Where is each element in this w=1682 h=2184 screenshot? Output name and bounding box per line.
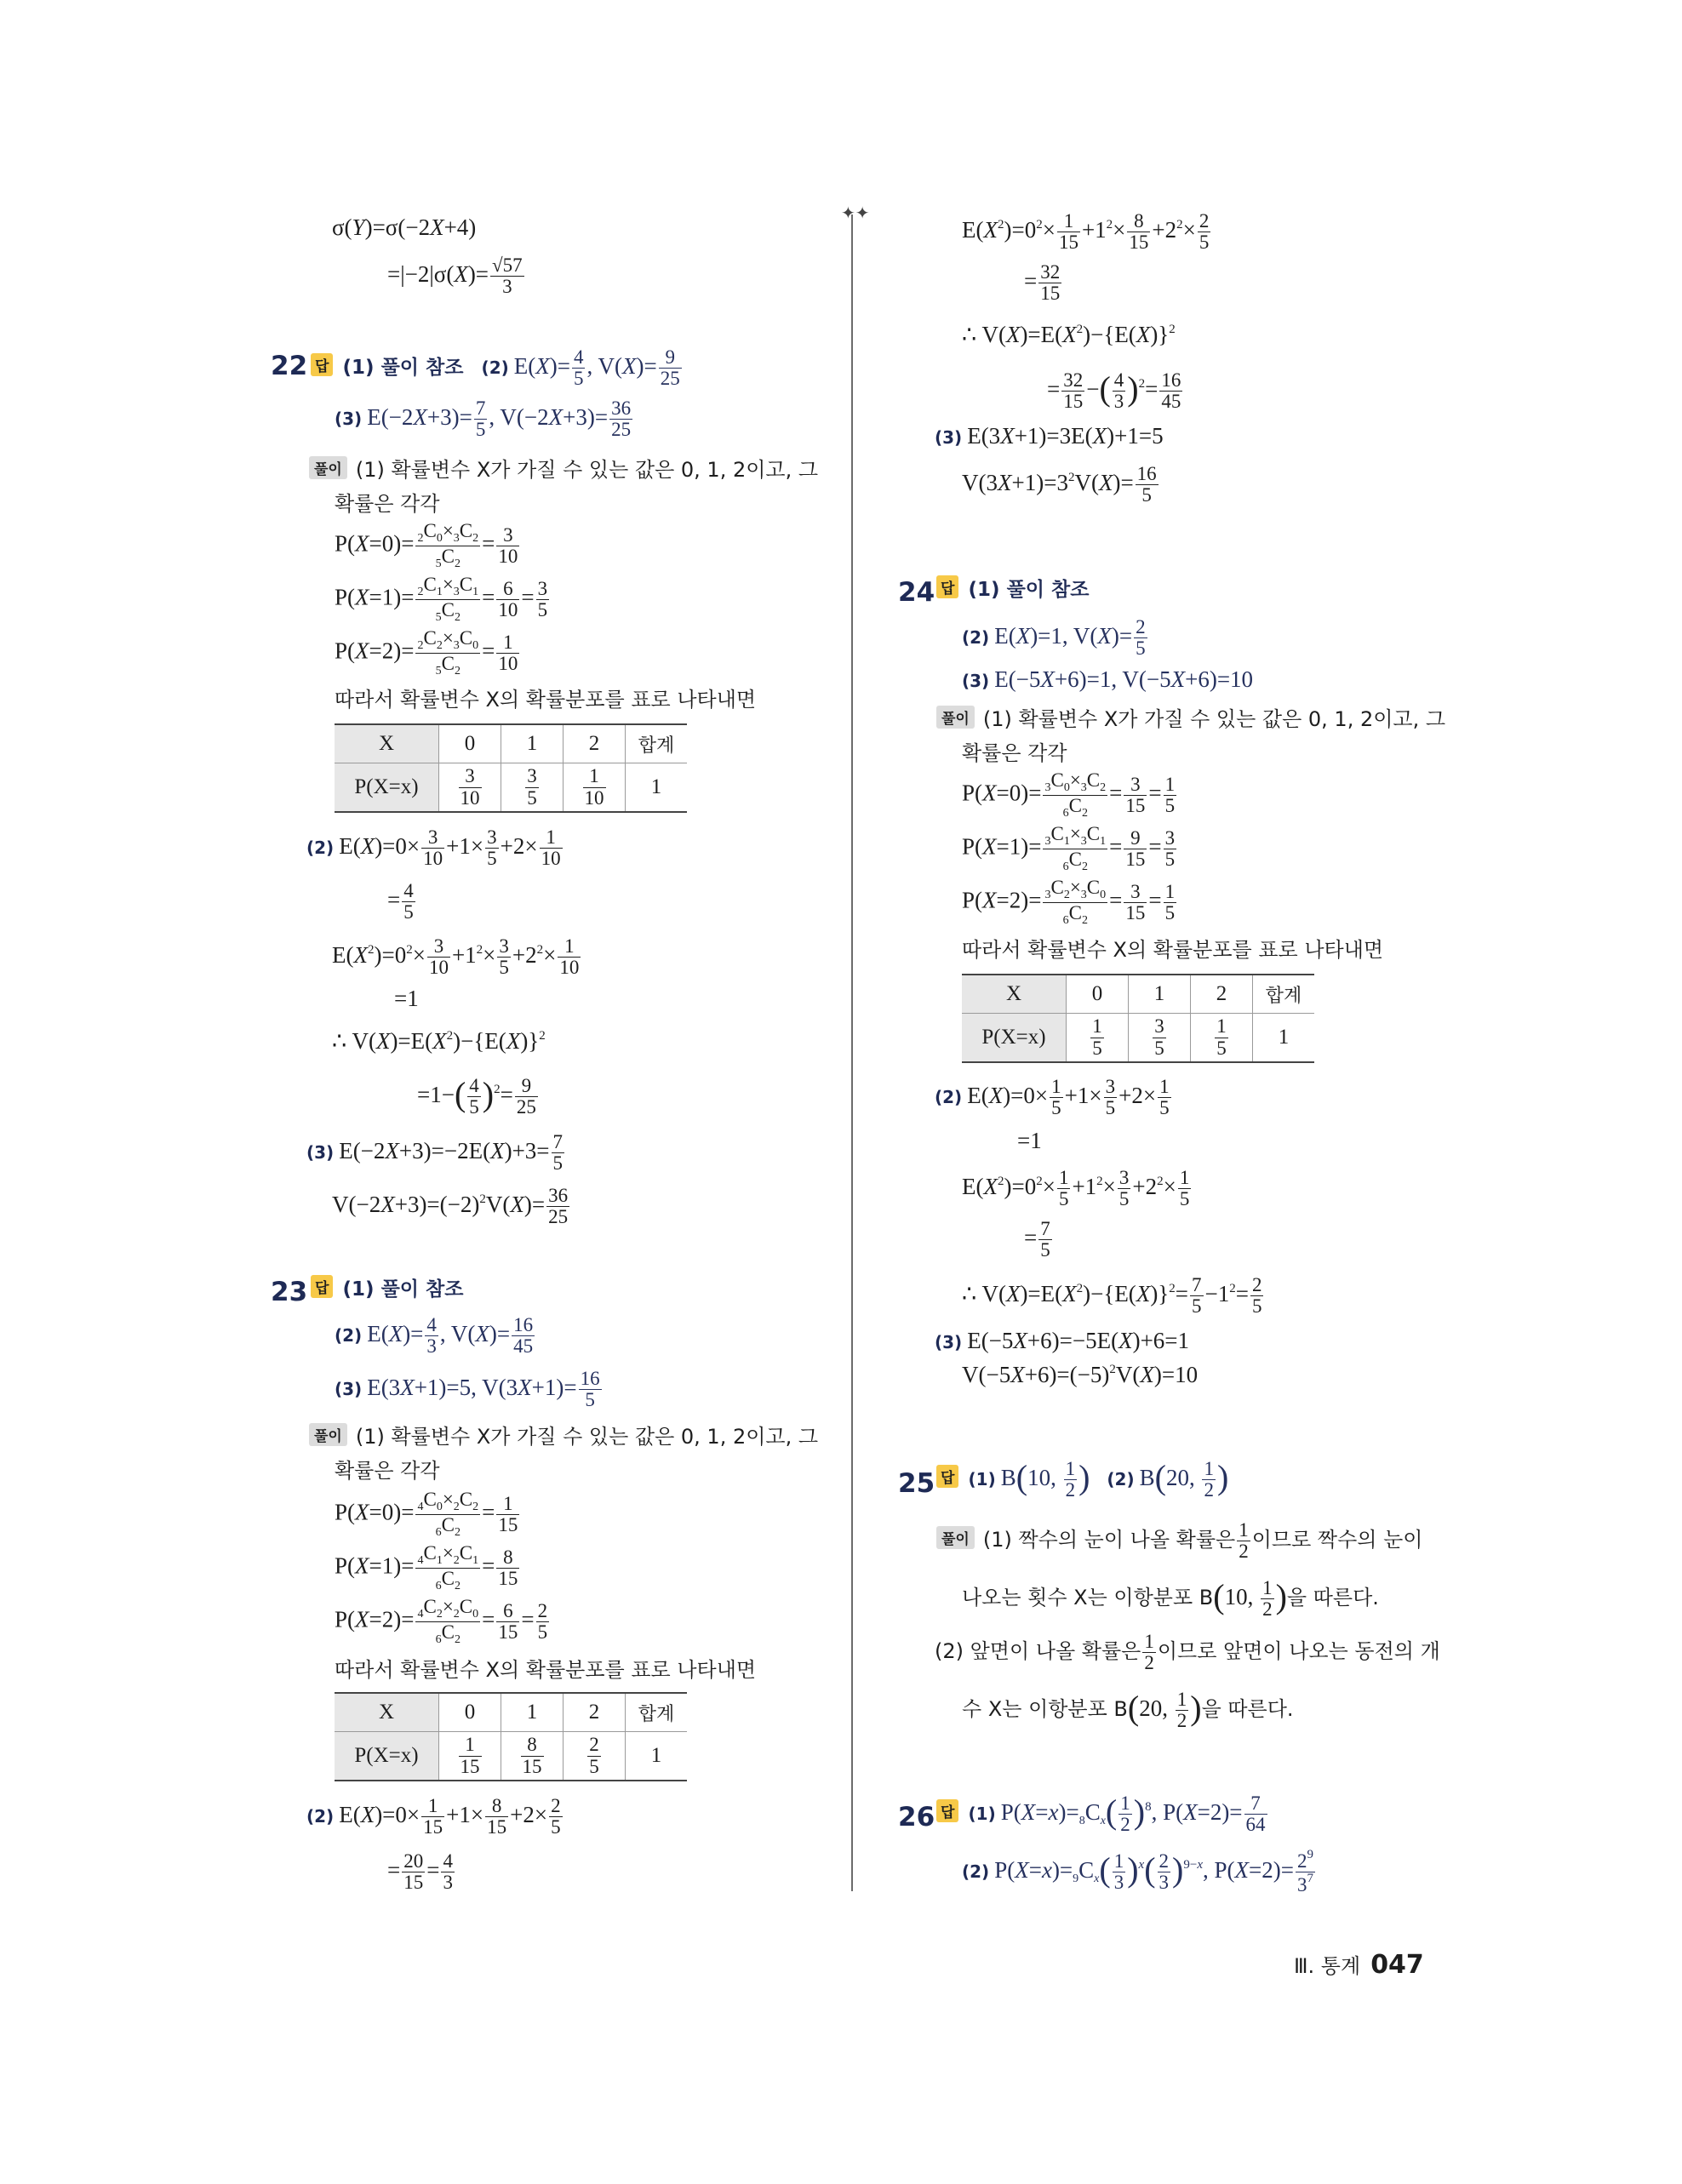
answer-part3: (3) E(−5X+6)=1, V(−5X+6)=10 xyxy=(962,666,1254,692)
e-x2-result: = $\frac{7}{5}$ xyxy=(1024,1218,1050,1261)
expectation-result: =1 xyxy=(1017,1128,1042,1153)
answer-part3: (3) E(−2X+3)= $\frac{7}{5}$ , V(−2X+3)= $\frac{36}{25}$ xyxy=(335,397,632,441)
variance-result: =1−( $\frac{4}{5}$ )$^2$= $\frac{9}{25}$ xyxy=(417,1075,536,1118)
prob-x1: P(X=1)= $\frac{_2C_1\times_3C_1}{_5C_2}$ = $\frac{6}{10}$ = $\frac{3}{5}$ xyxy=(335,574,548,624)
divider-ornament-icon: ✦✦ xyxy=(841,203,870,223)
linear-variance: $V(-5X+6)=(-5)^2V(X)=10$ xyxy=(962,1362,1199,1387)
table-intro: 따라서 확률변수 X의 확률분포를 표로 나타내면 xyxy=(335,1658,757,1682)
chapter-label: Ⅲ. 통계 xyxy=(1294,1954,1361,1978)
linear-expectation: (3) E(−2X+3)=−2E(X)+3= $\frac{7}{5}$ xyxy=(306,1131,564,1175)
linear-variance: $V(3X+1)=3^2V(X)=$ $\frac{16}{5}$ xyxy=(962,463,1157,506)
e-x2-step: $E(X^2)=0^2\times$ $\frac{3}{10}$ $+1^2\times$ $\frac{3}{5}$ $+2^2\times$ $\frac{1}{10}$ xyxy=(332,935,580,979)
solution-intro: 풀이 (1) 확률변수 X가 가질 수 있는 값은 0, 1, 2이고, 그 xyxy=(936,702,1445,732)
page-number: 047 xyxy=(1370,1950,1424,1980)
sigma-y-line2: =|−2|σ(X)= $\frac{√57}{3}$ xyxy=(387,254,523,298)
probability-table: X 0 1 2 합계 P(X=x) $\frac{1}{5}$ $\frac{3}{5}$ $\frac{1}{5}$ 1 xyxy=(962,974,1314,1063)
problem-number: 24 xyxy=(898,577,935,608)
expectation-result: = $\frac{20}{15}$ = $\frac{4}{3}$ xyxy=(387,1850,453,1894)
e-x2-result: =1 xyxy=(394,986,419,1011)
answer-badge: 답 xyxy=(936,1465,958,1488)
expectation-step: (2) E(X)=0× $\frac{1}{5}$ +1× $\frac{3}{5}$ +2× $\frac{1}{5}$ xyxy=(935,1076,1170,1119)
expectation-result: = $\frac{4}{5}$ xyxy=(387,880,414,923)
expectation-step: (2) E(X)=0× $\frac{1}{15}$ +1× $\frac{8}{15}$ +2× $\frac{2}{5}$ xyxy=(306,1795,561,1838)
answer-line-1 xyxy=(311,1273,463,1301)
e-x2-result: = $\frac{32}{15}$ xyxy=(1024,261,1061,305)
answer-ref: (1) 풀이 참조 xyxy=(342,1278,464,1301)
linear-variance: $V(-2X+3)=(-2)^2V(X)=$ $\frac{36}{25}$ xyxy=(332,1185,569,1228)
answer-badge: 답 xyxy=(936,575,958,598)
prob-x1: P(X=1)= $\frac{_3C_1\times_3C_1}{_6C_2}$ = $\frac{9}{15}$ = $\frac{3}{5}$ xyxy=(962,823,1176,873)
prob-x1: P(X=1)= $\frac{_4C_1\times_2C_1}{_6C_2}$ = $\frac{8}{15}$ xyxy=(335,1542,518,1592)
solution-line-2: 나오는 횟수 X는 이항분포 B(10, $\frac{1}{2}$ )을 따른다. xyxy=(962,1577,1379,1621)
solution-intro2: 확률은 각각 xyxy=(335,492,440,516)
variance-line: ∴ $V(X)=E(X^2)-\{E(X)\}^2=$ $\frac{7}{5}$ $-1^2=$ $\frac{2}{5}$ xyxy=(962,1274,1262,1318)
answer-part2: (2) E(X)= $\frac{4}{5}$ , V(X)= $\frac{9}{25}$ xyxy=(481,346,680,390)
answer-ref: (1) 풀이 참조 xyxy=(342,356,464,379)
answer-line-1: 답 (1) $P(X=x)=8C_x$( $\frac{1}{2}$ )$^8$, P(X=2)= $\frac{7}{64}$ xyxy=(936,1792,1269,1835)
table-intro: 따라서 확률변수 X의 확률분포를 표로 나타내면 xyxy=(962,938,1384,962)
prob-x0: P(X=0)= $\frac{_4C_0\times_2C_2}{_6C_2}$ = $\frac{1}{15}$ xyxy=(335,1489,518,1539)
prob-x2: P(X=2)= $\frac{_4C_2\times_2C_0}{_6C_2}$ = $\frac{6}{15}$ = $\frac{2}{5}$ xyxy=(335,1596,548,1646)
solution-line-4: 수 X는 이항분포 B(20, $\frac{1}{2}$ )을 따른다. xyxy=(962,1689,1294,1732)
expectation-step: (2) E(X)=0× $\frac{3}{10}$ +1× $\frac{3}{5}$ +2× $\frac{1}{10}$ xyxy=(306,826,561,870)
answer-part3: (3) E(3X+1)=5, V(3X+1)= $\frac{16}{5}$ xyxy=(335,1368,600,1411)
e-x2-step: $E(X^2)=0^2\times$ $\frac{1}{5}$ $+1^2\times$ $\frac{3}{5}$ $+2^2\times$ $\frac{1}{5}$ xyxy=(962,1167,1190,1210)
variance-formula: ∴ $V(X)=E(X^2)-\{E(X)\}^2$ xyxy=(962,322,1176,347)
answer-badge: 답 xyxy=(311,1275,333,1298)
e-x2-step: $E(X^2)=0^2\times$ $\frac{1}{15}$ $+1^2\times$ $\frac{8}{15}$ $+2^2\times$ $\frac{2}{5}$ xyxy=(962,210,1210,254)
solution-intro: 풀이 (1) 확률변수 X가 가질 수 있는 값은 0, 1, 2이고, 그 xyxy=(309,453,818,483)
table-intro: 따라서 확률변수 X의 확률분포를 표로 나타내면 xyxy=(335,688,757,712)
prob-x2: P(X=2)= $\frac{_3C_2\times_3C_0}{_6C_2}$ = $\frac{3}{15}$ = $\frac{1}{5}$ xyxy=(962,877,1176,927)
solution-line-3: (2) 앞면이 나올 확률은 $\frac{1}{2}$ 이므로 앞면이 나오는 동전의 개 xyxy=(935,1631,1440,1674)
probability-table: X 0 1 2 합계 P(X=x) $\frac{3}{10}$ $\frac{3}{5}$ $\frac{1}{10}$ 1 xyxy=(335,723,687,813)
prob-x2: P(X=2)= $\frac{_2C_2\times_3C_0}{_5C_2}$ = $\frac{1}{10}$ xyxy=(335,627,518,677)
probability-table: X 0 1 2 합계 P(X=x) $\frac{1}{15}$ $\frac{8}{15}$ $\frac{2}{5}$ 1 xyxy=(335,1692,687,1781)
linear-expectation: (3) E(−5X+6)=−5E(X)+6=1 xyxy=(935,1328,1190,1353)
solution-intro2: 확률은 각각 xyxy=(335,1459,440,1483)
answer-part2: (2) $P(X=x)=9C_x$( $\frac{1}{3}$ )$^x$( $\frac{2}{3}$ )$^{9-x}$, P(X=2)= $\frac{2^9}{3^7}$ xyxy=(962,1848,1313,1896)
column-divider xyxy=(851,214,853,1891)
problem-number: 22 xyxy=(271,351,308,381)
sigma-y-line: σ(Y)=σ(−2X+4) xyxy=(332,214,477,240)
answer-badge: 답 xyxy=(936,1799,958,1822)
answer-part2: (2) E(X)=1, V(X)= $\frac{2}{5}$ xyxy=(962,616,1146,660)
answer-badge: 답 xyxy=(311,353,333,376)
page-footer xyxy=(1294,1949,1424,1980)
linear-expectation: (3) E(3X+1)=3E(X)+1=5 xyxy=(935,423,1164,449)
variance-formula: ∴ $V(X)=E(X^2)-\{E(X)\}^2$ xyxy=(332,1028,546,1054)
problem-number: 23 xyxy=(271,1277,308,1307)
problem-number: 25 xyxy=(898,1468,935,1499)
solution-intro: 풀이 (1) 확률변수 X가 가질 수 있는 값은 0, 1, 2이고, 그 xyxy=(309,1420,818,1449)
variance-result: = $\frac{32}{15}$ −( $\frac{4}{3}$ )$^2$= $\frac{16}{45}$ xyxy=(1047,369,1181,413)
answer-line-1 xyxy=(936,574,1089,602)
problem-number: 26 xyxy=(898,1802,935,1832)
answer-line-1: 답 (1) B(10, $\frac{1}{2}$ ) (2) B(20, $\frac{1}{2}$ ) xyxy=(936,1457,1228,1501)
answer-part2: (2) E(X)= $\frac{4}{3}$ , V(X)= $\frac{16}{45}$ xyxy=(335,1314,534,1358)
prob-x0: P(X=0)= $\frac{_2C_0\times_3C_2}{_5C_2}$ = $\frac{3}{10}$ xyxy=(335,520,518,570)
solution-line-1: 풀이 (1) 짝수의 눈이 나올 확률은 $\frac{1}{2}$ 이므로 짝수의 눈이 xyxy=(936,1520,1422,1562)
answer-ref: (1) 풀이 참조 xyxy=(968,579,1090,601)
prob-x0: P(X=0)= $\frac{_3C_0\times_3C_2}{_6C_2}$ = $\frac{3}{15}$ = $\frac{1}{5}$ xyxy=(962,769,1176,820)
solution-intro2: 확률은 각각 xyxy=(962,741,1067,765)
answer-line-1 xyxy=(311,347,684,389)
